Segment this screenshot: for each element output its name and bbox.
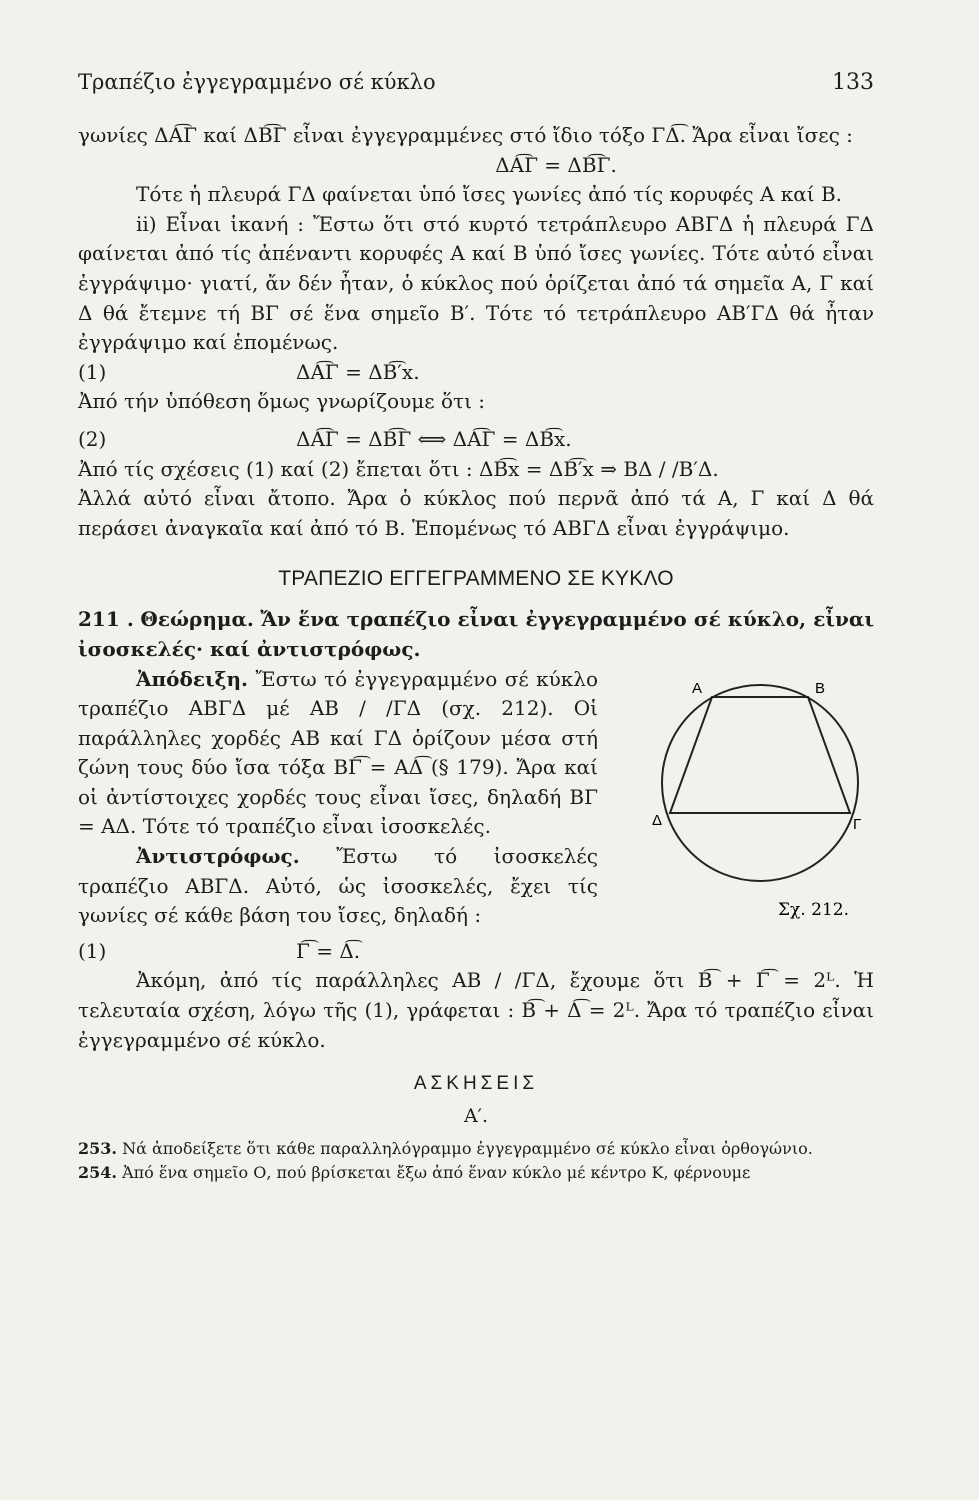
section-title: ΤΡΑΠΕΖΙΟ ΕΓΓΕΓΡΑΜΜΕΝΟ ΣΕ ΚΥΚΛΟ — [278, 567, 674, 591]
vertex-label-b: B — [815, 679, 826, 697]
running-header — [78, 70, 874, 95]
exercises-group: Α′. — [463, 1105, 489, 1128]
proof-text: Ἔστω τό ἐγγεγραμμένο σέ κύκλο τραπέζιο ΑΒΓΔ μέ ΑΒ / /ΓΔ (σχ. 212). Οἱ παράλληλες χορδές ΑΒ καί ΓΔ ὁρίζουν μέσα στή ζώνη τους δύο ἴσα τόξα ΒΓ͡ = ΑΔ͡ (§ 179). Ἄρα καί οἱ ἀντίστοιχες χορδές τους εἶναι ἴσες, δηλαδή ΒΓ = ΑΔ. Τότε τό τραπέζιο εἶναι ἰσοσκελές. — [78, 666, 599, 839]
proof-block — [78, 665, 874, 967]
equation-2-number: (2) — [78, 426, 107, 451]
header-title: Τραπέζιο ἐγγεγραμμένο σέ κύκλο — [78, 70, 436, 94]
exercises-title: ΑΣΚΗΣΕΙΣ — [413, 1073, 539, 1095]
paragraph-final: Ἀκόμη, ἀπό τίς παράλληλες ΑΒ / /ΓΔ, ἔχουμε ὅτι Β͡ + Γ͡ = 2ᴸ. Ἡ τελευταία σχέση, λόγω τῆς (1), γράφεται : Β͡ + Δ͡ = 2ᴸ. Ἄρα τό τραπέζιο εἶναι ἐγγεγραμμένο σέ κύκλο. — [78, 968, 874, 1052]
proof-paragraph — [78, 665, 598, 843]
figure-caption: Σχ. 212. — [778, 899, 849, 920]
equation-3-number: (1) — [78, 938, 107, 963]
paragraph-5: Ἀπό τίς σχέσεις (1) καί (2) ἔπεται ὅτι : ΔΒ͡x = ΔΒ͡′x ⇒ ΒΔ / /Β′Δ. — [78, 456, 719, 481]
paragraph-1: γωνίες ΔΑ͡Γ καί ΔΒ͡Γ εἶναι ἐγγεγραμμένες στό ἴδιο τόξο ΓΔ͡. Ἄρα εἶναι ἴσες : — [78, 123, 853, 147]
equation-3 — [78, 937, 598, 967]
figure-212 — [650, 665, 870, 920]
equation-2-body: ΔΑ͡Γ = ΔΒ͡Γ ⟺ ΔΑ͡Γ = ΔΒ͡x. — [296, 426, 572, 451]
trapezoid-abgd — [670, 697, 850, 813]
exercise-253-number: 253. — [78, 1139, 117, 1159]
exercise-253-text: Νά ἀποδείξετε ὅτι κάθε παραλληλόγραμμο ἐγγεγραμμένο σέ κύκλο εἶναι ὀρθογώνιο. — [122, 1139, 813, 1159]
paragraph-2: Τότε ἡ πλευρά ΓΔ φαίνεται ὑπό ἴσες γωνίες ἀπό τίς κορυφές Α καί Β. — [136, 182, 843, 207]
converse-text: Ἔστω τό ἰσοσκελές τραπέζιο ΑΒΓΔ. Αὐτό, ὡς ἰσοσκελές, ἔχει τίς γωνίες σέ κάθε βάση του ἴσες, δηλαδή : — [78, 844, 598, 928]
vertex-label-g: Γ — [853, 815, 862, 833]
vertex-label-a: A — [692, 679, 703, 697]
equation-center-1: ΔΑ͡Γ = ΔΒ͡Γ. — [495, 152, 617, 177]
exercise-254-text: Ἀπό ἕνα σημεῖο Ο, πού βρίσκεται ἔξω ἀπό ἕναν κύκλο μέ κέντρο Κ, φέρνουμε — [122, 1163, 751, 1183]
page — [78, 70, 874, 1185]
equation-1 — [78, 358, 874, 388]
paragraph-4: Ἀπό τήν ὑπόθεση ὅμως γνωρίζουμε ὅτι : — [78, 389, 486, 414]
theorem-text: Ἄν ἕνα τραπέζιο εἶναι ἐγγεγραμμένο σέ κύκλο, εἶναι ἰσοσκελές· καί ἀντιστρόφως. — [78, 607, 874, 661]
equation-1-body: ΔΑ͡Γ = ΔΒ͡′x. — [296, 359, 420, 384]
theorem-number: 211 . — [78, 607, 134, 632]
exercise-254-number: 254. — [78, 1163, 117, 1183]
paragraph-6: Ἀλλά αὐτό εἶναι ἄτοπο. Ἄρα ὁ κύκλος πού περνᾶ ἀπό τά Α, Γ καί Δ θά περάσει ἀναγκαῖα καί ἀπό τό Β. Ἑπομένως τό ΑΒΓΔ εἶναι ἐγγράψιμο. — [78, 486, 874, 540]
equation-3-body: Γ͡ = Δ͡. — [296, 938, 361, 963]
page-number: 133 — [832, 70, 874, 95]
converse-paragraph — [78, 842, 598, 931]
vertex-label-d: Δ — [652, 811, 663, 829]
theorem-211 — [78, 605, 874, 664]
paragraph-3: ii) Εἶναι ἱκανή : Ἔστω ὅτι στό κυρτό τετράπλευρο ΑΒΓΔ ἡ πλευρά ΓΔ φαίνεται ἀπό τίς ἀπέναντι κορυφές Α καί Β ὑπό ἴσες γωνίες. Τότε αὐτό εἶναι ἐγγράψιμο· γιατί, ἄν δέν ἦταν, ὁ κύκλος πού ὁρίζεται ἀπό τά σημεῖα Α, Γ καί Δ θά ἔτεμνε τή ΒΓ σέ ἕνα σημεῖο Β′. Τότε τό τετράπλευρο ΑΒ′ΓΔ θά ἦταν ἐγγράψιμο καί ἑπομένως. — [78, 211, 874, 355]
exercise-254 — [78, 1161, 874, 1185]
equation-1-number: (1) — [78, 359, 107, 384]
circumcircle — [662, 685, 858, 881]
theorem-label: Θεώρημα. — [140, 607, 254, 632]
equation-2 — [78, 425, 874, 455]
proof-label: Ἀπόδειξη. — [136, 666, 249, 691]
converse-label: Ἀντιστρόφως. — [136, 844, 300, 869]
exercise-253 — [78, 1137, 874, 1161]
